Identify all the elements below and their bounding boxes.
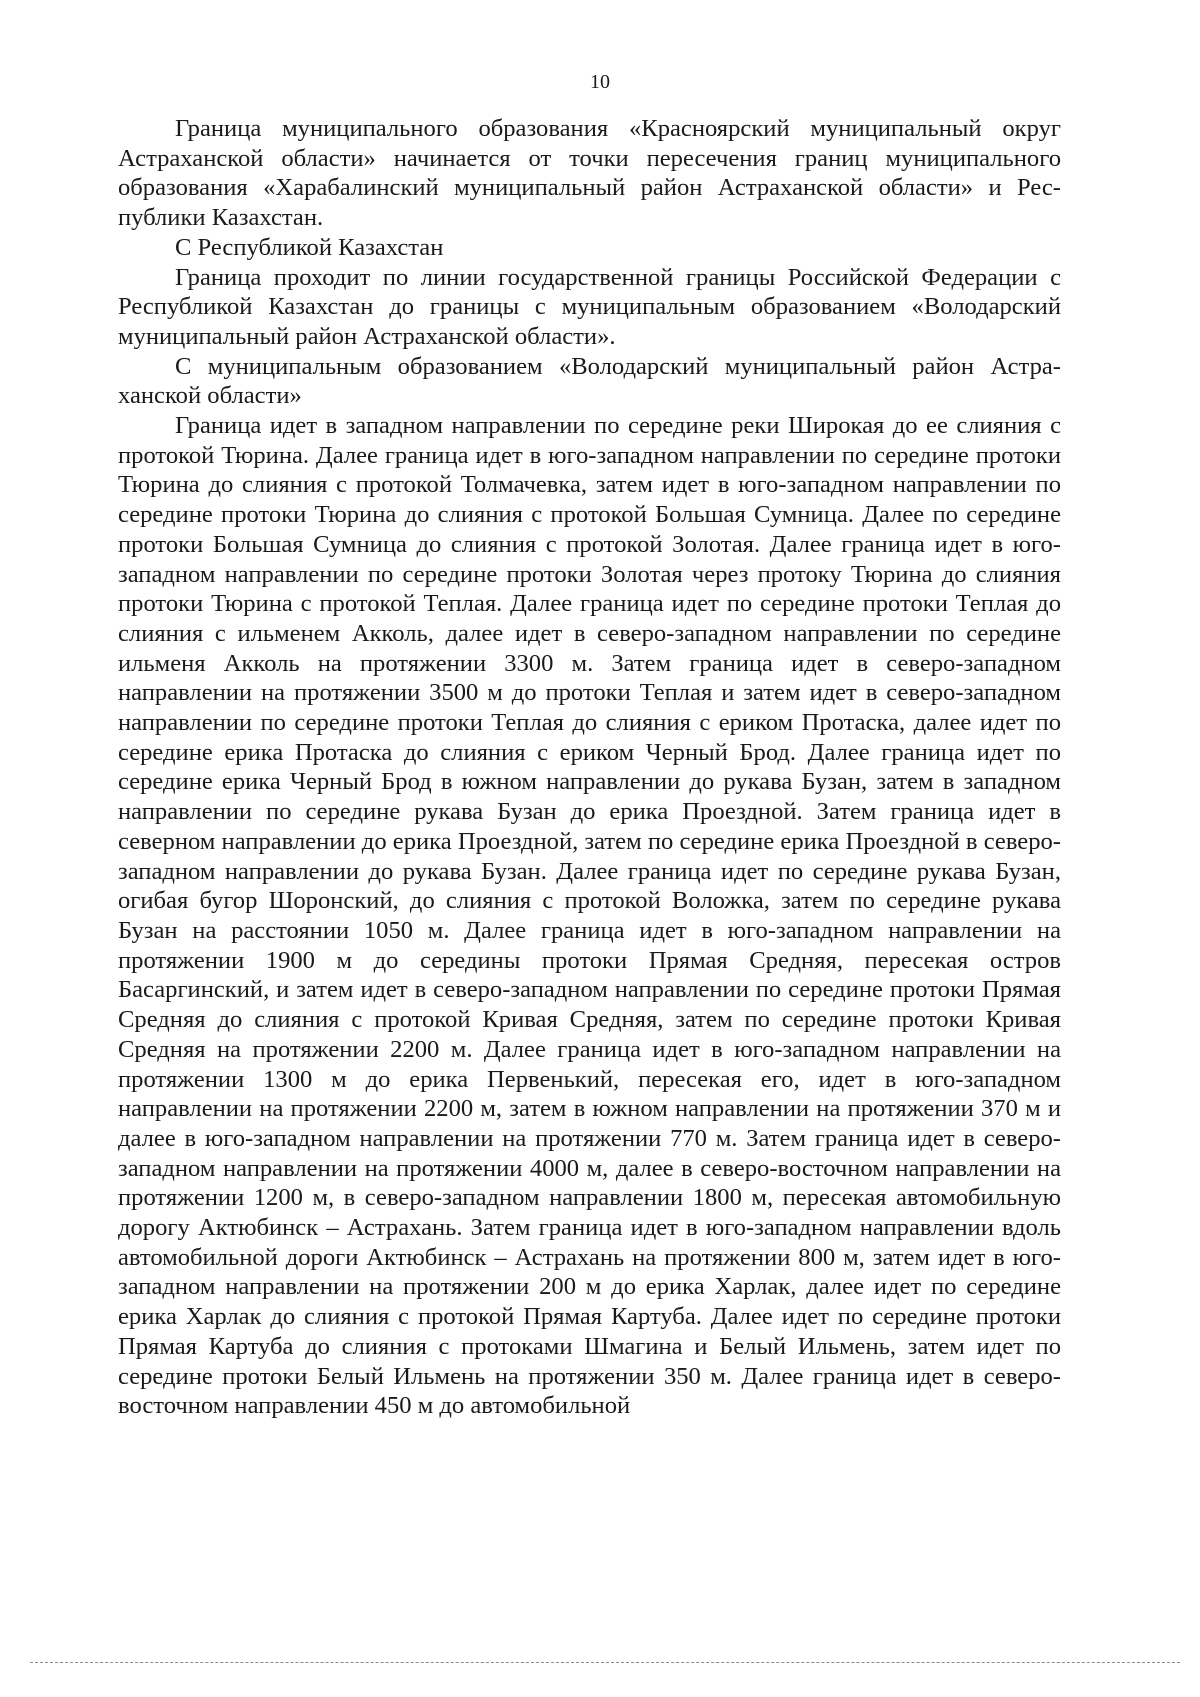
section-heading-volodarsky: С муниципальным образованием «Володарский муниципальный район Астраханской области»	[118, 352, 1061, 410]
paragraph-volodarsky-border: Граница идет в западном направлении по середине реки Широкая до ее слияния с протокой Тюрина. Далее граница идет в юго-западном направлении по середине протоки Тюрина до слияния с протокой Толмачевка, затем идет в юго-западном направлении по середине протоки Тюрина до слияния с протокой Большая Сумница. Далее по середине протоки Большая Сумница до слияния с протокой Золотая. Далее граница идет в юго-западном направлении по середине протоки Золотая через протоку Тюрина до слияния протоки Тюрина с протокой Теплая. Далее граница идет по середине протоки Теплая до слияния с ильменем Акколь, далее идет в северо-западном направлении по середине ильменя Акколь на протяжении 3300 м. Затем граница идет в северо-западном направлении на протяжении 3500 м до протоки Теплая и затем идет в северо-западном направлении по середине протоки Теплая до слияния с ериком Протаска, далее идет по середине ерика Протаска до слияния с ериком Черный Брод. Далее граница идет по середине ерика Черный Брод в южном направлении до рукава Бузан, затем в западном направлении по середине рукава Бузан до ерика Проездной. Затем граница идет в северном направлении до ерика Проездной, затем по середине ерика Проездной в северо-западном направлении до рукава Бузан. Далее граница идет по середине рукава Бузан, огибая бугор Шоронский, до слияния с протокой Воложка, затем по середине рукава Бузан на расстоянии 1050 м. Далее граница идет в юго-западном направлении на протяжении 1900 м до середины протоки Прямая Средняя, пересекая остров Басаргинский, и затем идет в северо-западном направлении по середине протоки Прямая Средняя до слияния с протокой Кривая Средняя, затем по середине протоки Кривая Средняя на протяжении 2200 м. Далее граница идет в юго-западном направлении на протяжении 1300 м до ерика Первенький, пересекая его, идет в юго-западном направлении на протяжении 2200 м, затем в южном направлении на протяжении 370 м и далее в юго-западном направлении на протяжении 770 м. Затем граница идет в северо-западном направлении на протяжении 4000 м, далее в северо-восточном направлении на протяжении 1200 м, в северо-западном направлении 1800 м, пересекая автомобильную дорогу Актюбинск – Астрахань. Затем граница идет в юго-западном направлении вдоль автомобильной дороги Актюбинск – Астрахань на протяжении 800 м, затем идет в юго-западном направлении на протяжении 200 м до ерика Харлак, далее идет по середине ерика Харлак до слияния с протокой Прямая Картуба. Далее идет по середине протоки Прямая Картуба до слияния с протоками Шмагина и Белый Ильмень, затем идет по середине протоки Белый Ильмень на протяжении 350 м. Далее граница идет в северо-восточном направлении 450 м до автомобильной	[118, 412, 1061, 1420]
bottom-rule	[30, 1662, 1180, 1663]
page-number: 10	[590, 71, 610, 93]
section-heading-kazakhstan: С Республикой Казахстан	[175, 233, 444, 261]
paragraph-kazakhstan-border: Граница проходит по линии государственной границы Российской Федерации с Республикой Казахстан до границы с муниципальным образованием «Володарский муниципальный район Астраханской области».	[118, 263, 1061, 350]
paragraph-intro: Граница муниципального образования «Красноярский муниципальный округ Астраханской области» начинается от точки пересечения границ муниципального образования «Харабалинский муниципальный район Астраханской области» и Республики Казахстан.	[118, 115, 1061, 232]
document-body	[118, 114, 1061, 1421]
